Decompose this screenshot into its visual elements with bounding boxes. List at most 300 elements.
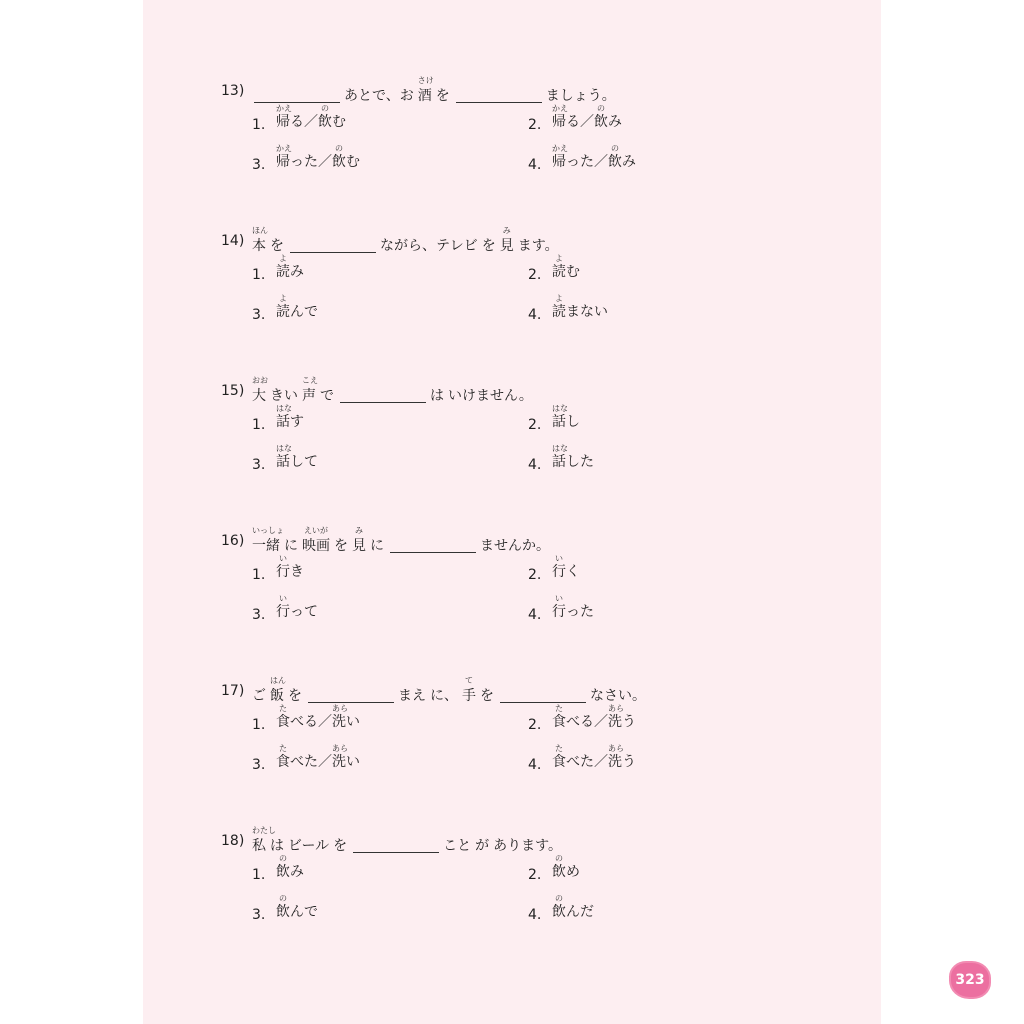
option-text — [276, 294, 318, 324]
sentence-word: あとで、お — [344, 88, 414, 104]
sentence-word: いけません。 — [448, 388, 533, 404]
sentence-text — [436, 85, 450, 108]
option-word — [346, 711, 360, 734]
option-word — [290, 451, 318, 474]
option-word — [290, 561, 304, 584]
option-number: 3. — [252, 907, 266, 923]
option-number: 1. — [252, 867, 266, 883]
option-word — [332, 144, 346, 174]
option-word-text: って — [290, 604, 318, 620]
option-word — [566, 711, 608, 734]
sentence-word: は — [430, 388, 444, 404]
question-number: 14) — [221, 233, 245, 249]
answer-blank — [254, 88, 340, 103]
furigana: はん — [270, 676, 286, 685]
sentence-text — [352, 526, 366, 558]
furigana: わたし — [252, 826, 276, 835]
option-word — [276, 554, 290, 584]
question-number: 17) — [221, 683, 245, 699]
option-word-text: み — [622, 154, 636, 170]
sentence-text — [462, 676, 476, 708]
option-word-text: む — [332, 114, 346, 130]
question-block — [143, 804, 881, 944]
furigana: い — [555, 594, 563, 603]
sentence-word: を — [333, 838, 348, 854]
sentence-text — [430, 385, 444, 408]
option-number: 4. — [528, 907, 542, 923]
option-word — [608, 144, 622, 174]
sentence-word: が — [475, 838, 490, 854]
option-word — [552, 554, 566, 584]
option-word-text: 読 — [552, 264, 566, 280]
option-word-text: んで — [290, 904, 318, 920]
furigana: あら — [608, 704, 624, 713]
option-text — [552, 704, 636, 734]
option-word-text: べる／ — [290, 714, 332, 730]
option-word-text: 食 — [552, 754, 566, 770]
option-word-text: 飲 — [318, 114, 332, 130]
option-number: 2. — [528, 717, 542, 733]
option-number: 1. — [252, 717, 266, 733]
option-word — [332, 111, 346, 134]
option-word-text: 話 — [552, 454, 566, 470]
option-word-text: く — [566, 564, 580, 580]
sentence-word: を — [435, 88, 450, 104]
question-block — [143, 354, 881, 494]
question-number: 16) — [221, 533, 245, 549]
sentence-text — [370, 535, 384, 558]
sentence-text — [302, 526, 330, 558]
furigana: あら — [608, 744, 624, 753]
sentence-text — [430, 685, 458, 708]
option-word-text: 飲 — [276, 864, 290, 880]
option-word-text: い — [346, 754, 360, 770]
furigana: の — [597, 104, 605, 113]
option-word — [346, 751, 360, 774]
option-text — [552, 104, 622, 134]
option-text — [552, 554, 580, 584]
sentence-text — [252, 826, 276, 858]
option-word — [332, 744, 348, 774]
option-word-text: む — [566, 264, 580, 280]
option-word-text: き — [290, 564, 304, 580]
furigana: かえ — [276, 104, 292, 113]
option-word-text: 飲 — [276, 904, 290, 920]
option-number: 4. — [528, 307, 542, 323]
option-word-text: 食 — [276, 714, 290, 730]
option-word-text: 帰 — [552, 114, 566, 130]
option-word-text: べた／ — [290, 754, 332, 770]
question-number: 15) — [221, 383, 245, 399]
option-word-text: んだ — [566, 904, 594, 920]
option-word — [608, 704, 624, 734]
furigana: あら — [332, 704, 348, 713]
option-text — [552, 444, 594, 474]
sentence-text — [499, 226, 514, 258]
option-text — [552, 854, 580, 884]
option-word — [276, 704, 290, 734]
sentence-text — [333, 835, 347, 858]
option-word-text: んで — [290, 304, 318, 320]
furigana: こえ — [302, 376, 318, 385]
option-word-text: 洗 — [608, 754, 622, 770]
sentence-text — [320, 385, 334, 408]
sentence-text — [302, 376, 318, 408]
option-text — [552, 404, 580, 434]
option-word — [594, 104, 608, 134]
option-word — [290, 151, 332, 174]
option-word — [276, 404, 292, 434]
option-word — [276, 294, 290, 324]
option-number: 2. — [528, 567, 542, 583]
option-word — [290, 751, 332, 774]
option-word — [552, 294, 566, 324]
question-block — [143, 204, 881, 344]
sentence-word: ビール — [288, 838, 330, 854]
option-word-text: して — [290, 454, 318, 470]
option-word-text: った／ — [290, 154, 332, 170]
option-word-text: 飲 — [552, 864, 566, 880]
option-number: 1. — [252, 267, 266, 283]
option-word — [566, 601, 594, 624]
furigana: み — [502, 226, 511, 235]
answer-blank — [340, 388, 426, 403]
option-word-text: 話 — [276, 454, 290, 470]
option-word — [566, 151, 608, 174]
option-word-text: 帰 — [276, 154, 290, 170]
option-word-text: 行 — [276, 564, 290, 580]
option-word — [622, 711, 636, 734]
sentence-word: で — [320, 388, 334, 404]
sentence-text — [252, 685, 266, 708]
option-text — [276, 744, 360, 774]
sentence-text — [448, 385, 533, 408]
option-word — [552, 404, 568, 434]
option-word — [290, 301, 318, 324]
sentence-word: 見 — [352, 538, 366, 554]
furigana: あら — [332, 744, 348, 753]
sentence-word: ませんか。 — [480, 538, 550, 554]
option-word-text: み — [290, 864, 304, 880]
furigana: よ — [555, 254, 563, 263]
option-word-text: 飲 — [552, 904, 566, 920]
option-word-text: 話 — [276, 414, 290, 430]
option-word — [552, 594, 566, 624]
option-text — [276, 444, 318, 474]
option-word-text: 洗 — [332, 754, 346, 770]
option-word — [566, 861, 580, 884]
option-word — [276, 854, 290, 884]
option-number: 3. — [252, 457, 266, 473]
furigana: よ — [279, 294, 287, 303]
option-word — [552, 254, 566, 284]
sentence-word: は — [270, 838, 284, 854]
option-word — [318, 104, 332, 134]
answer-blank — [290, 238, 376, 253]
sentence-text — [252, 226, 268, 258]
option-word-text: す — [290, 414, 304, 430]
option-word-text: 読 — [552, 304, 566, 320]
option-word — [552, 744, 566, 774]
option-word — [276, 894, 290, 924]
option-word — [622, 151, 636, 174]
option-text — [276, 854, 304, 884]
option-text — [276, 594, 318, 624]
option-text — [276, 404, 304, 434]
option-word-text: べた／ — [566, 754, 608, 770]
sentence-word: を — [480, 688, 494, 704]
furigana: いっしょ — [252, 526, 284, 535]
answer-blank — [390, 538, 476, 553]
sentence-word: 手 — [462, 688, 476, 704]
option-word-text: 行 — [276, 604, 290, 620]
option-word — [346, 151, 360, 174]
option-word — [608, 744, 624, 774]
option-word-text: み — [608, 114, 622, 130]
option-word — [608, 111, 622, 134]
furigana: の — [555, 854, 563, 863]
furigana: はな — [552, 404, 568, 413]
option-word-text: 洗 — [332, 714, 346, 730]
sentence-word: 声 — [302, 388, 316, 404]
answer-blank — [353, 838, 439, 853]
option-word — [290, 711, 332, 734]
sentence-word: ながら、テレビ — [380, 238, 478, 254]
option-word-text: る／ — [290, 114, 318, 130]
sentence-text — [380, 235, 478, 258]
sentence-word: に — [370, 538, 384, 554]
option-word — [552, 104, 568, 134]
sentence-word: 一緒 — [252, 538, 280, 554]
furigana: えいが — [304, 526, 328, 535]
furigana: はな — [276, 444, 292, 453]
furigana: かえ — [552, 144, 568, 153]
answer-blank — [456, 88, 542, 103]
option-word — [290, 601, 318, 624]
option-word — [290, 261, 304, 284]
sentence-word: を — [288, 688, 302, 704]
furigana: の — [279, 854, 287, 863]
option-word — [552, 894, 566, 924]
option-number: 2. — [528, 867, 542, 883]
sentence-text — [480, 685, 494, 708]
option-number: 3. — [252, 607, 266, 623]
sentence-text — [480, 535, 550, 558]
option-number: 1. — [252, 567, 266, 583]
option-word-text: べる／ — [566, 714, 608, 730]
option-word — [566, 411, 580, 434]
furigana: よ — [555, 294, 563, 303]
option-number: 2. — [528, 267, 542, 283]
furigana: み — [355, 526, 363, 535]
option-word — [276, 594, 290, 624]
furigana: い — [555, 554, 563, 563]
option-word — [290, 411, 304, 434]
furigana: て — [465, 676, 473, 685]
option-number: 4. — [528, 157, 542, 173]
option-word-text: し — [566, 414, 580, 430]
answer-blank — [308, 688, 394, 703]
sentence-word: あります。 — [493, 838, 563, 854]
sentence-text — [334, 535, 348, 558]
option-number: 4. — [528, 457, 542, 473]
furigana: かえ — [276, 144, 292, 153]
question-number: 13) — [221, 83, 245, 99]
worksheet-page — [143, 0, 985, 1024]
option-word-text: 行 — [552, 604, 566, 620]
option-number: 4. — [528, 757, 542, 773]
option-number: 1. — [252, 417, 266, 433]
option-number: 3. — [252, 757, 266, 773]
option-word-text: 食 — [276, 754, 290, 770]
option-word — [290, 901, 318, 924]
option-word — [276, 254, 290, 284]
sentence-word: 本 — [252, 238, 266, 254]
option-word — [552, 854, 566, 884]
option-word — [290, 111, 318, 134]
sentence-text — [482, 235, 496, 258]
option-word — [552, 444, 568, 474]
sentence-word: 酒 — [417, 88, 432, 104]
option-text — [552, 594, 594, 624]
option-text — [276, 144, 360, 174]
option-text — [276, 554, 304, 584]
furigana: の — [321, 104, 329, 113]
sentence-word: 映画 — [302, 538, 330, 554]
option-word-text: 読 — [276, 264, 290, 280]
sentence-word: ます。 — [517, 238, 559, 254]
option-word-text: した — [566, 454, 594, 470]
option-word-text: う — [622, 754, 636, 770]
furigana: はな — [276, 404, 292, 413]
option-word — [566, 301, 608, 324]
sentence-text — [252, 376, 268, 408]
option-word-text: 話 — [552, 414, 566, 430]
furigana: い — [279, 594, 287, 603]
option-number: 3. — [252, 157, 266, 173]
sentence-text — [398, 685, 426, 708]
furigana: ほん — [252, 226, 268, 235]
sentence-text — [475, 835, 489, 858]
option-text — [552, 894, 594, 924]
option-word-text: 帰 — [276, 114, 290, 130]
option-word-text: った — [566, 604, 594, 620]
sentence-word: 私 — [252, 838, 266, 854]
sentence-text — [443, 835, 471, 858]
option-word — [290, 861, 304, 884]
option-word-text: い — [346, 714, 360, 730]
option-text — [276, 104, 346, 134]
option-word-text: る／ — [566, 114, 594, 130]
option-word-text: 行 — [552, 564, 566, 580]
sentence-word: まえ — [398, 688, 426, 704]
furigana: た — [555, 744, 563, 753]
option-text — [552, 254, 580, 284]
option-number: 2. — [528, 417, 542, 433]
option-word-text: む — [346, 154, 360, 170]
option-word — [566, 111, 594, 134]
option-word-text: った／ — [566, 154, 608, 170]
option-word-text: 読 — [276, 304, 290, 320]
option-word-text: め — [566, 864, 580, 880]
furigana: い — [279, 554, 287, 563]
option-word-text: み — [290, 264, 304, 280]
sentence-word: こと — [443, 838, 472, 854]
option-number: 1. — [252, 117, 266, 133]
option-word-text: 飲 — [594, 114, 608, 130]
option-word — [566, 901, 594, 924]
option-word-text: 帰 — [552, 154, 566, 170]
option-word-text: う — [622, 714, 636, 730]
option-word — [276, 744, 290, 774]
furigana: よ — [279, 254, 287, 263]
option-word-text: 飲 — [332, 154, 346, 170]
option-word-text: 洗 — [608, 714, 622, 730]
option-word — [622, 751, 636, 774]
option-word — [276, 104, 292, 134]
option-word-text: 飲 — [608, 154, 622, 170]
furigana: かえ — [552, 104, 568, 113]
sentence-word: 飯 — [270, 688, 284, 704]
option-text — [276, 894, 318, 924]
question-block — [143, 654, 881, 794]
option-text — [276, 254, 304, 284]
furigana: た — [279, 744, 287, 753]
sentence-word: ましょう。 — [545, 88, 616, 104]
option-word — [552, 704, 566, 734]
sentence-word: に、 — [430, 688, 458, 704]
option-text — [552, 744, 636, 774]
sentence-word: を — [481, 238, 496, 254]
furigana: た — [555, 704, 563, 713]
sentence-word: を — [270, 238, 284, 254]
sentence-word: なさい。 — [590, 688, 646, 704]
option-word — [552, 144, 568, 174]
option-word — [566, 261, 580, 284]
page-number-badge: 323 — [951, 963, 989, 997]
furigana: おお — [252, 376, 268, 385]
sentence-text — [417, 76, 434, 108]
sentence-text — [344, 85, 414, 108]
furigana: の — [279, 894, 287, 903]
option-text — [552, 294, 608, 324]
furigana: さけ — [417, 76, 434, 85]
option-word — [276, 444, 292, 474]
furigana: た — [279, 704, 287, 713]
answer-blank — [500, 688, 586, 703]
option-text — [276, 704, 360, 734]
furigana: の — [611, 144, 619, 153]
sentence-word: きい — [270, 388, 298, 404]
sentence-word: を — [334, 538, 348, 554]
option-number: 3. — [252, 307, 266, 323]
option-word — [566, 561, 580, 584]
sentence-word: ご — [252, 688, 266, 704]
furigana: はな — [552, 444, 568, 453]
question-block — [143, 54, 881, 194]
option-word-text: まない — [566, 304, 608, 320]
option-word — [276, 144, 292, 174]
sentence-word: 見 — [499, 238, 514, 254]
option-word — [566, 451, 594, 474]
option-word-text: 食 — [552, 714, 566, 730]
option-number: 4. — [528, 607, 542, 623]
question-block — [143, 504, 881, 644]
furigana: の — [555, 894, 563, 903]
option-number: 2. — [528, 117, 542, 133]
sentence-word: 大 — [252, 388, 266, 404]
option-word — [332, 704, 348, 734]
